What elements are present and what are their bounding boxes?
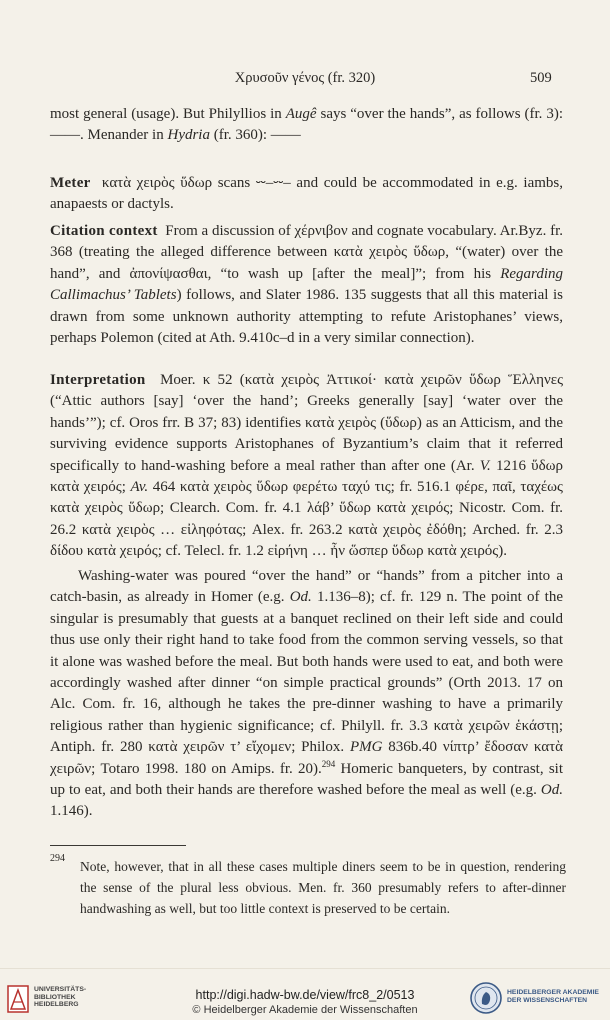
- interpretation-paragraph-2: Washing-water was poured “over the hand” or “hands” from a pitcher into a catch-basin, as already in Homer (e.g. Od. 1.136–8); cf. fr. 129 n. The point of the singular is presumably that guests at a banquet reclined on their left side and could thus use only their right hand to take food from the common serving vessels, so that it alone was washed before the meal. But both hands were used to eat, and both were accordingly washed after dinner “on simple practical grounds” (Orth 2013. 17 on Alc. Com. fr. 16, although he takes the pre-dinner washing to have a primarily religious rather than hygienic significance; cf. Philyll. fr. 3.3 κατὰ χειρῶν ἑκάστῃ; Antiph. fr. 280 κατὰ χειρῶν τ’ εἴχομεν; Philox. PMG 836b.40 νίπτρ’ ἔδοσαν κατὰ χειρῶν; Totaro 1998. 180 on Amips. fr. 20).$^{294}$ Homeric banqueters, by contrast, sit up to eat, and both their hands are therefore washed before the meal as well (e.g. Od. 1.146).: [50, 568, 564, 820]
- footnote-text: Note, however, that in all these cases multiple diners seem to be in question, rendering the sense of the plural less obvious. Men. fr. 360 presumably refers to after-dinner handwashing as well, but too little context is preserved to be certain.: [80, 859, 566, 916]
- university-library-name: UNIVERSITÄTS- BIBLIOTHEK HEIDELBERG: [34, 986, 87, 1008]
- interpretation-heading: Interpretation: [50, 372, 146, 388]
- footnote-divider: [50, 845, 186, 846]
- meter-section: [50, 173, 563, 216]
- academy-name: HEIDELBERGER AKADEMIE DER WISSENSCHAFTEN: [507, 989, 599, 1004]
- page-number: 509: [530, 70, 552, 86]
- running-header-title: Χρυσοῦν γένος (fr. 320): [234, 70, 376, 86]
- interpretation-section: Interpretation Moer. κ 52 (κατὰ χειρὸς Ἀττικοί· κατὰ χειρῶν ὕδωρ Ἕλληνες (“Attic authors [say] ‘over the hand’; Greeks generally [say] ‘water over the hands’”); cf. Oros frr. B 37; 83) identifies κατὰ χειρὸς (ὕδωρ) as an Atticism, and the surviving evidence supports Aristophanes of Byzantium’s claim that it referred specifically to hand-washing before a meal rather than after one (Ar. V. 1216 ὕδωρ κατὰ χειρός; Av. 464 κατὰ χειρὸς ὕδωρ φερέτω ταχύ τις; fr. 516.1 φέρε, παῖ, ταχέως κατὰ χειρὸς ὕδωρ; Clearch. Com. fr. 4.1 λάβ’ ὕδωρ κατὰ χειρός; Nicostr. Com. fr. 26.2 κατὰ χειρὸς … εἰληφότας; Alex. fr. 263.2 κατὰ χειρὸς ἐδόθη; Arched. fr. 2.3 δίδου κατὰ χειρός; cf. Telecl. fr. 1.2 εἰρήνη … ἦν ὥσπερ ὕδωρ κατὰ χειρός).: [50, 372, 564, 560]
- intro-paragraph: most general (usage). But Philyllios in Augê says “over the hands”, as follows (fr. 3): ——. Menander in Hydria (fr. 360): ——: [50, 106, 564, 144]
- permalink-url[interactable]: http://digi.hadw-bw.de/view/frc8_2/0513: [195, 988, 415, 1002]
- digitization-footer: [0, 968, 610, 1020]
- citation-heading: Citation context: [50, 223, 158, 239]
- meter-heading: Meter: [50, 175, 91, 191]
- meter-text: κατὰ χειρὸς ὕδωρ scans ⏑⏑–⏑⏑– and could be accommodated in e.g. iambs, anapaests or dactyls.: [50, 175, 563, 213]
- copyright-notice: © Heidelberger Akademie der Wissenschaften: [192, 1004, 418, 1016]
- footnote-reference[interactable]: 294: [321, 758, 336, 769]
- citation-context-section: Citation context From a discussion of χέρνιβον and cognate vocabulary. Ar.Byz. fr. 368 (treating the alleged difference between κατὰ χειρὸς ὕδωρ, “(water) over the hand”, and ἀπονίψασθαι, “to wash up [after the meal]”; from his Regarding Callimachus’ Tablets) follows, and Slater 1986. 135 suggests that all this material is drawn from some unknown authority attempting to refute Aristophanes’ views, perhaps Polemon (cited at Ath. 9.410c–d in a very similar connection).: [50, 223, 564, 347]
- academy-seal-icon: [470, 982, 502, 1014]
- footnote-number: 294: [50, 853, 65, 864]
